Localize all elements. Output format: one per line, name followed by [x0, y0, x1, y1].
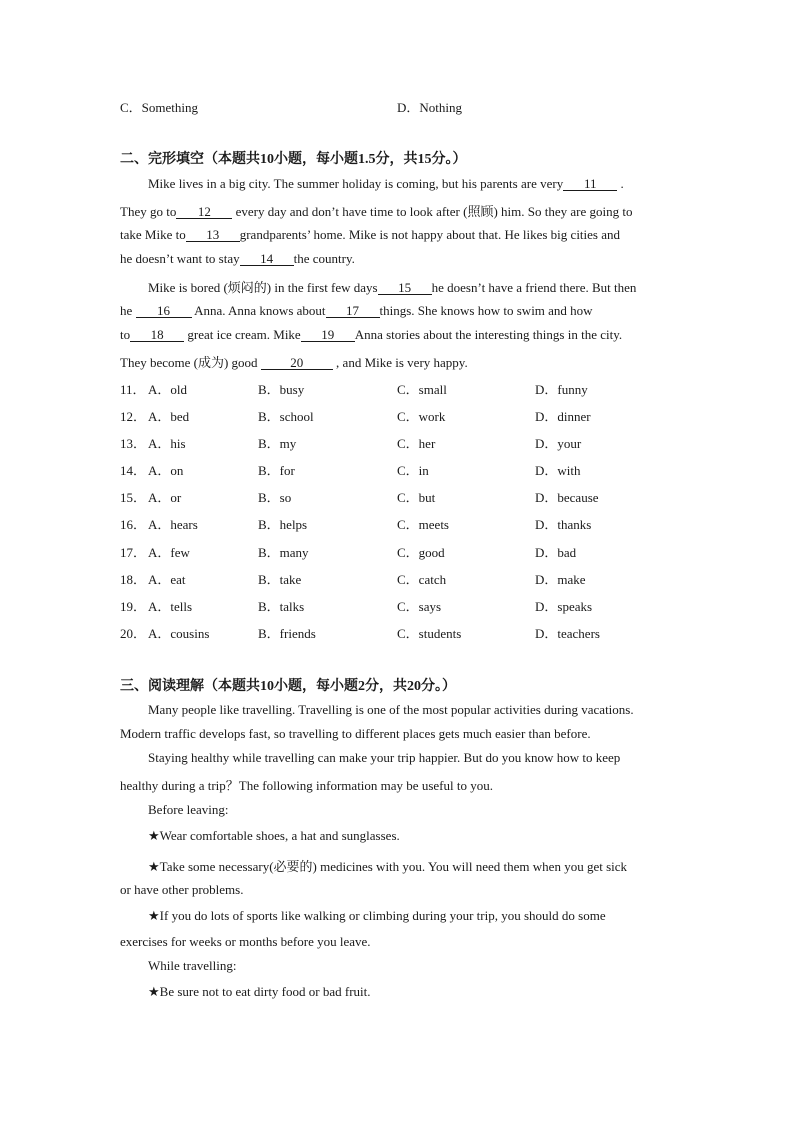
option-c: C．says — [397, 599, 442, 614]
option-a: A．tells — [148, 599, 193, 614]
option-b: B．talks — [258, 599, 305, 614]
blank-20: 20 — [261, 356, 333, 370]
subheading-while-travelling: While travelling: — [148, 958, 237, 973]
option-a: A．few — [148, 545, 190, 560]
option-a: A．or — [148, 490, 182, 505]
blank-12: 12 — [176, 205, 232, 219]
question-number: 18． — [120, 572, 147, 587]
option-d: D．your — [535, 436, 582, 451]
option-a: A．eat — [148, 572, 186, 587]
option-d: D．with — [535, 463, 581, 478]
option-b: B．take — [258, 572, 302, 587]
question-number: 13． — [120, 436, 147, 451]
question-row — [0, 623, 794, 643]
section3-heading: 三、阅读理解（本题共10小题，每小题2分，共20分。） — [120, 679, 456, 694]
passage-line: take Mike to 13 grandparents’ home. Mike is not happy about that. He likes big cities and — [120, 227, 621, 242]
section2-heading: 二、完形填空（本题共10小题，每小题1.5分，共15分。） — [120, 152, 467, 167]
option-c: C．in — [397, 463, 429, 478]
reading-line: healthy during a trip？The following information may be useful to you. — [120, 778, 493, 793]
tip-item: ★Be sure not to eat dirty food or bad fruit. — [148, 984, 371, 999]
blank-11: 11 — [563, 177, 617, 191]
option-d: D．because — [535, 490, 599, 505]
option-d: D．funny — [535, 382, 588, 397]
passage-line: They become (成为) good 20 , and Mike is very happy. — [120, 355, 468, 370]
question-row — [0, 596, 794, 616]
blank-18: 18 — [130, 328, 184, 342]
option-b: B．friends — [258, 626, 316, 641]
prev-option-c: C．Something — [120, 100, 199, 115]
option-d: D．bad — [535, 545, 577, 560]
passage-line: he doesn’t want to stay 14 the country. — [120, 251, 355, 266]
reading-line: Staying healthy while travelling can make your trip happier. But do you know how to keep — [148, 750, 621, 765]
question-number: 12． — [120, 409, 147, 424]
option-d: D．dinner — [535, 409, 591, 424]
option-b: B．many — [258, 545, 309, 560]
blank-13: 13 — [186, 228, 240, 242]
option-a: A．old — [148, 382, 188, 397]
option-c: C．her — [397, 436, 436, 451]
question-row — [0, 514, 794, 534]
question-number: 19． — [120, 599, 147, 614]
option-c: C．but — [397, 490, 436, 505]
option-d: D．thanks — [535, 517, 592, 532]
option-b: B．school — [258, 409, 314, 424]
blank-15: 15 — [378, 281, 432, 295]
option-d: D．speaks — [535, 599, 593, 614]
option-a: A．his — [148, 436, 186, 451]
option-c: C．catch — [397, 572, 447, 587]
tip-item: ★Wear comfortable shoes, a hat and sunglasses. — [148, 828, 400, 843]
option-d: D．make — [535, 572, 586, 587]
question-number: 11． — [120, 382, 146, 397]
option-a: A．hears — [148, 517, 198, 532]
question-row — [0, 433, 794, 453]
tip-item-continued: exercises for weeks or months before you leave. — [120, 934, 371, 949]
passage-line: Mike is bored (烦闷的) in the first few days 15 he doesn’t have a friend there. But then — [148, 280, 637, 295]
reading-line: Many people like travelling. Travelling is one of the most popular activities during vacations. — [148, 702, 634, 717]
tip-item: ★If you do lots of sports like walking or climbing during your trip, you should do some — [148, 908, 606, 923]
question-number: 17． — [120, 545, 147, 560]
question-row — [0, 460, 794, 480]
reading-line: Modern traffic develops fast, so travelling to different places gets much easier than before. — [120, 726, 591, 741]
question-number: 14． — [120, 463, 147, 478]
option-d: D．teachers — [535, 626, 600, 641]
option-a: A．bed — [148, 409, 190, 424]
passage-line: They go to 12 every day and don’t have time to look after (照顾) him. So they are going to — [120, 204, 633, 219]
passage-line: he 16 Anna. Anna knows about 17 things. She knows how to swim and how — [120, 303, 593, 318]
question-row — [0, 569, 794, 589]
passage-line: Mike lives in a big city. The summer holiday is coming, but his parents are very 11 . — [148, 176, 624, 191]
tip-item-continued: or have other problems. — [120, 882, 244, 897]
question-row — [0, 379, 794, 399]
subheading-before-leaving: Before leaving: — [148, 802, 229, 817]
tip-item: ★Take some necessary(必要的) medicines with you. You will need them when you get sick — [148, 859, 628, 874]
option-c: C．small — [397, 382, 447, 397]
option-c: C．students — [397, 626, 462, 641]
option-b: B．busy — [258, 382, 305, 397]
option-b: B．helps — [258, 517, 308, 532]
option-c: C．work — [397, 409, 446, 424]
passage-line: to 18 great ice cream. Mike 19 Anna stories about the interesting things in the city. — [120, 327, 623, 342]
blank-17: 17 — [326, 304, 380, 318]
option-a: A．on — [148, 463, 184, 478]
option-b: B．for — [258, 463, 295, 478]
question-number: 16． — [120, 517, 147, 532]
question-number: 20． — [120, 626, 147, 641]
blank-19: 19 — [301, 328, 355, 342]
option-c: C．meets — [397, 517, 449, 532]
question-row — [0, 542, 794, 562]
question-row — [0, 487, 794, 507]
question-number: 15． — [120, 490, 147, 505]
blank-16: 16 — [136, 304, 192, 318]
option-c: C．good — [397, 545, 445, 560]
option-b: B．my — [258, 436, 297, 451]
prev-option-d: D．Nothing — [397, 100, 463, 115]
option-a: A．cousins — [148, 626, 210, 641]
question-row — [0, 406, 794, 426]
option-b: B．so — [258, 490, 292, 505]
blank-14: 14 — [240, 252, 294, 266]
